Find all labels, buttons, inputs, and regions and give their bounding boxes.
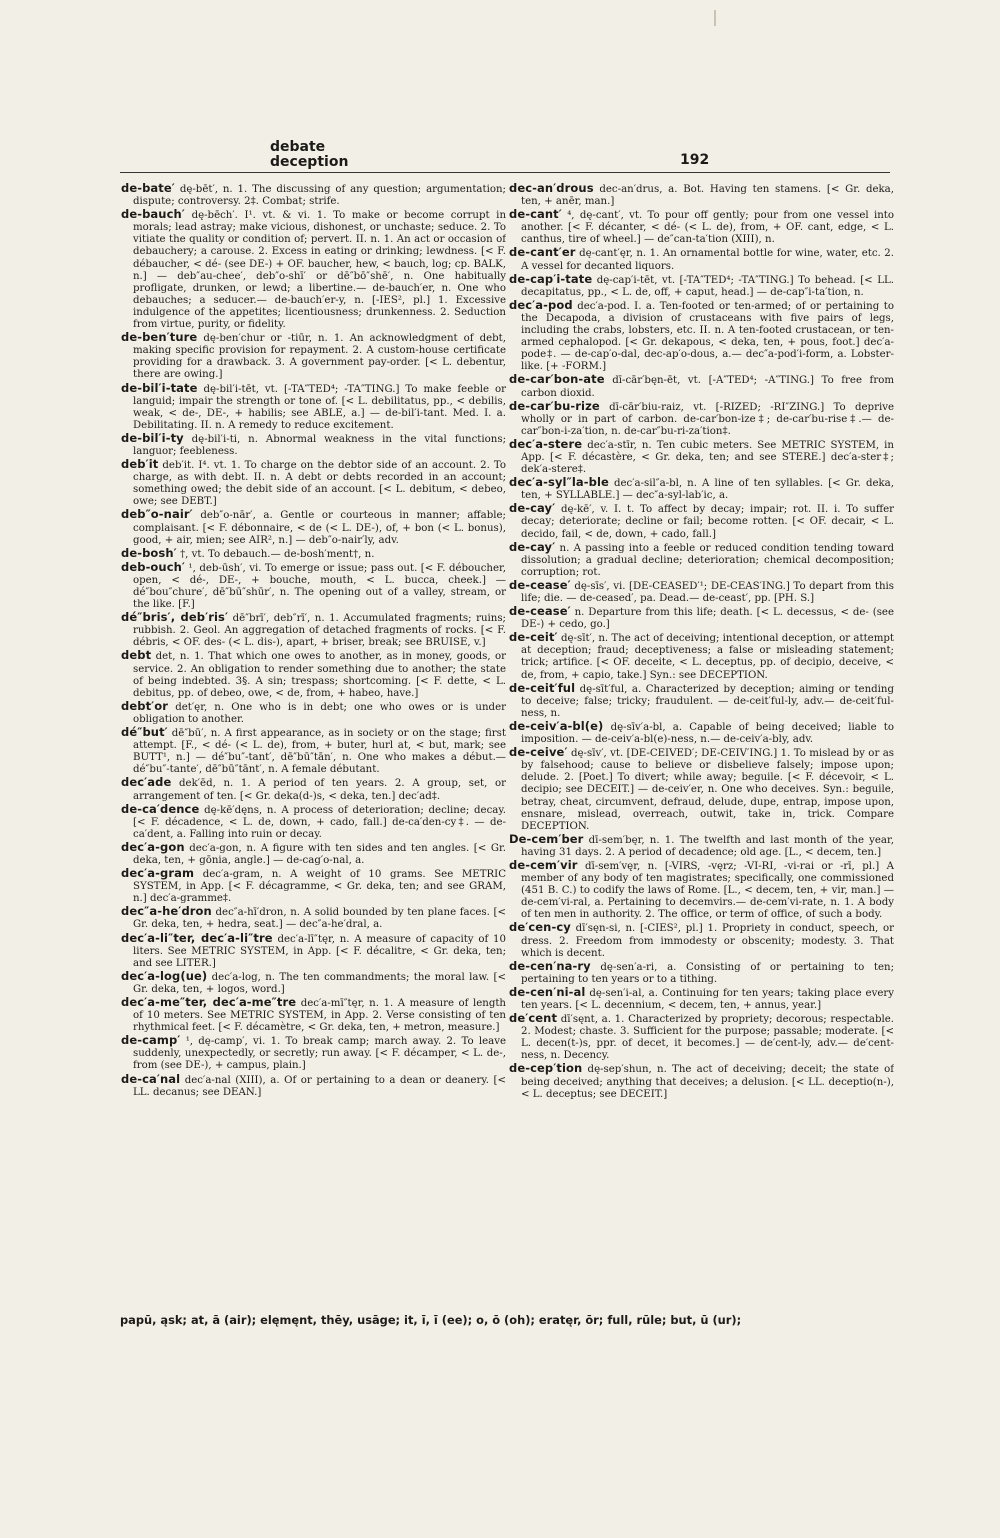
dictionary-entry: [509, 921, 894, 959]
entry-definition: dę-sīs′, vi. [DE-CEASED′¹; DE-CEAS′ING.] To depart from this life; die. — de-ceased′, pa. Dead.— de-ceast′, pp. [PH. S.]: [521, 580, 894, 604]
dictionary-entry: [509, 541, 894, 579]
entry-definition: det, n. 1. That which one owes to another, as in money, goods, or service. 2. An obligation to render something due to another; the state of being indebted. 3§. A sin; trespass; shortcoming. [< F. dette, < L. debitus, pp. of debeo, owe, < de, from, + habeo, have.]: [133, 651, 506, 699]
entry-headword: dec′a-pod: [509, 297, 573, 312]
dictionary-entry: [121, 996, 506, 1034]
dictionary-entry: [509, 1062, 894, 1100]
entry-definition: dec-an′drus, a. Bot. Having ten stamens. [< Gr. deka, ten, + anēr, man.]: [521, 184, 894, 208]
entry-headword: de-ca′nal: [121, 1071, 181, 1086]
pronunciation-key: papū, ąsk; at, ā (air); elęmęnt, thēy, usāge; it, ī, ī (ee); o, ō (oh); eratęr, ōr; full, rūle; but, ū (ur);: [120, 1313, 742, 1327]
dictionary-entry: [121, 970, 506, 996]
entry-headword: de-ca′dence: [121, 801, 200, 816]
entry-headword: de-ceit′ful: [509, 680, 576, 695]
entry-headword: de-bil′i-ty: [121, 430, 184, 445]
dictionary-entry: [121, 611, 506, 649]
entry-definition: ⁴, dę-cant′, vt. To pour off gently; pour from one vessel into another. [< F. décanter, < dé- (< L. de), from, + OF. cant, edge, < L. canthus, tire of wheel.] — de″can-ta′tion (XIII), n.: [521, 210, 894, 246]
margin-mark: [714, 10, 716, 26]
dictionary-entry: [509, 682, 894, 720]
entry-headword: de-ceive′: [509, 745, 568, 760]
entry-definition: dę-sīv′a-bl, a. Capable of being deceived; liable to imposition. — de-ceiv′a-bl(e)-ness, n.— de-ceiv′a-bly, adv.: [521, 721, 894, 746]
entry-headword: dé″but′: [121, 725, 168, 740]
entry-headword: de-cep′tion: [509, 1061, 583, 1076]
entry-definition: †, vt. To debauch.— de-bosh′ment†, n.: [180, 548, 375, 560]
entry-headword: de-cen′ni-al: [509, 984, 586, 999]
entry-headword: dec′a-stere: [509, 436, 583, 451]
dictionary-entry: [509, 986, 894, 1012]
entry-headword: de-ceiv′a-bl(e): [509, 718, 604, 733]
dictionary-entry: [509, 746, 894, 833]
entry-definition: dē″bū′, n. A first appearance, as in society or on the stage; first attempt. [F., < dé- (< L. de), from, + buter, hurl at, < but, mark; see BUTT¹, n.] — dé″bu″-tant′, dē″bū″tān′, n. One who makes a début.— dé″bu″-tante′, dē″bū″tānt′, n. A female débutant.: [133, 728, 506, 776]
dictionary-entry: [121, 1034, 506, 1072]
entry-definition: dę-cant′ęr, n. 1. An ornamental bottle for wine, water, etc. 2. A vessel for decanted liquors.: [521, 248, 894, 272]
entry-definition: dę-bēch′. I¹. vt. & vi. 1. To make or become corrupt in morals; lead astray; make vicious, dishonest, or unchaste; seduce. 2. To vitiate the quality or condition of; pervert. II. n. 1. An act or occasion of debauchery; a carouse. 2. Excess in eating or drinking; lewdness. [< F. débaucher, < dé- (see DE-) + OF. baucher, hew, < bauch, log; cp. BALK, n.] — deb″au-chee′, deb″o-shī′ or dē″bō″shē′, n. One habitually profligate, drunken, or lewd; a libertine.— de-bauch′er, n. One who debauches; a seducer.— de-bauch′er-y, n. [-IES², pl.] 1. Excessive indulgence of the appetites; licentiousness; drunkenness. 2. Seduction from virtue, purity, or fidelity.: [133, 210, 506, 331]
entry-definition: dī′sęnt, a. 1. Characterized by propriety; decorous; respectable. 2. Modest; chaste. 3. Sufficient for the purpose; passable; moderate. [< L. decen(t-)s, ppr. of decet, it becomes.] — de′cent-ly, adv.— de′cent-ness, n. Decency.: [521, 1014, 894, 1062]
entry-definition: dec′a-lī″tęr, n. A measure of capacity of 10 liters. See METRIC SYSTEM, in App. [< F. décalitre, < Gr. deka, ten; and see LITER.]: [133, 933, 506, 969]
entry-definition: dę-sīv′, vt. [DE-CEIVED′; DE-CEIV′ING.] 1. To mislead by or as by falsehood; cause to believe or disbelieve falsely; impose upon; delude. 2. [Poet.] To divert; while away; beguile. [< F. décevoir, < L. decipio; see DECEIT.] — de-ceiv′er, n. One who deceives. Syn.: beguile, betray, cheat, circumvent, defraud, delude, dupe, entrap, impose upon, ensnare, mislead, overreach, outwit, take in, trick. Compare DECEPTION.: [521, 748, 894, 832]
entry-definition: dī′sęn-si, n. [-CIES², pl.] 1. Propriety in conduct, speech, or dress. 2. Freedom from immodesty or obscenity; modesty. 3. That which is decent.: [521, 923, 894, 959]
dictionary-entry: [509, 182, 894, 208]
entry-headword: de′cent: [509, 1011, 558, 1026]
dictionary-entry: [509, 400, 894, 438]
entry-headword: de-ceit′: [509, 630, 558, 645]
left-column: [121, 182, 506, 1302]
entry-definition: dę-sīt′, n. The act of deceiving; intentional deception, or attempt at deception; fraud; deceptiveness; a false or misleading statement; trick; artifice. [< OF. deceite, < L. deceptus, pp. of decipio, deceive, < de, from, + capio, take.] Syn.: see DECEPTION.: [521, 633, 894, 681]
entry-definition: n. A passing into a feeble or reduced condition tending toward dissolution; a gradual decline; deterioration; chemical decomposition; corruption; rot.: [521, 542, 894, 578]
entry-headword: de-cem′vir: [509, 857, 578, 872]
dictionary-entry: [121, 561, 506, 611]
entry-headword: deb-ouch′: [121, 559, 186, 574]
entry-definition: dec′a-log, n. The ten commandments; the moral law. [< Gr. deka, ten, + logos, word.]: [133, 971, 506, 995]
dictionary-entry: [121, 208, 506, 331]
entry-headword: de-bil′i-tate: [121, 380, 198, 395]
dictionary-entry: [121, 726, 506, 776]
entry-definition: dī-cār′biu-raiz, vt. [-RIZED; -RI″ZING.] To deprive wholly or in part of carbon. de-car′bon-ize‡; de-car′bu-rise‡.— de-car″bon-i-za′tion, n. de-car″bu-ri-za′tion‡.: [521, 401, 894, 437]
entry-headword: de-bauch′: [121, 207, 185, 222]
entry-headword: dé″bris′, deb′ris′: [121, 610, 229, 625]
guide-first-word: debate: [270, 139, 326, 155]
header-rule: [120, 172, 890, 173]
entry-definition: dī-sem′vęr, n. [-VIRS, -vęrz; -VI-RI, -vi-rai or -rī, pl.] A member of any body of ten magistrates; specifically, one commissioned (451 B. C.) to codify the laws of Rome. [L., < decem, ten, + vir, man.] — de-cem′vi-ral, a. Pertaining to decemvirs.— de-cem′vi-rate, n. 1. A body of ten men in authority. 2. The office, or term of office, of such a body.: [521, 860, 894, 921]
dictionary-entry: [509, 373, 894, 399]
guide-last-word: deception: [270, 154, 349, 170]
dictionary-entry: [509, 208, 894, 246]
entry-headword: de-bosh′: [121, 545, 177, 560]
dictionary-entry: [509, 960, 894, 986]
entry-definition: dę-kē′dęns, n. A process of deterioration; decline; decay. [< F. décadence, < L. de, down, + cado, fall.] de-ca′den-cy‡. — de-ca′dent, a. Falling into ruin or decay.: [133, 804, 506, 840]
entry-definition: dē″brī′, deb″rī′, n. 1. Accumulated fragments; ruins; rubbish. 2. Geol. An aggregation of detached fragments of rocks. [< F. débris, < OF. des- (< L. dis-), apart, + briser, break; see BRUISE, v.]: [133, 613, 506, 649]
dictionary-entry: [121, 649, 506, 699]
dictionary-entry: [121, 432, 506, 458]
entry-definition: dī-sem′bęr, n. 1. The twelfth and last month of the year, having 31 days. 2. A period of decadence; old age. [L., < decem, ten.]: [521, 834, 894, 858]
entry-headword: de-cease′: [509, 577, 571, 592]
dictionary-entry: [509, 299, 894, 374]
entry-headword: de-cay′: [509, 501, 556, 516]
entry-definition: dę-bil′i-tēt, vt. [-TA″TED⁴; -TA″TING.] To make feeble or languid; impair the strength or tone of. [< L. debilitatus, pp., < debilis, weak, < de-, DE-, + habilis; see ABLE, a.] — de-bil′i-tant. Med. I. a. Debilitating. II. n. A remedy to reduce excitement.: [133, 383, 506, 431]
entry-headword: dec″a-he′dron: [121, 904, 212, 919]
dictionary-entry: [121, 458, 506, 508]
entry-headword: de-camp′: [121, 1033, 181, 1048]
dictionary-entry: [121, 905, 506, 931]
entry-definition: deb′it. I⁴. vt. 1. To charge on the debtor side of an account. 2. To charge, as with debt. II. n. A debt or debts recorded in an account; something owed; the debit side of an account. [< L. debitum, < debeo, owe; see DEBT.]: [133, 460, 506, 508]
entry-definition: ¹, dę-camp′, vi. 1. To break camp; march away. 2. To leave suddenly, unexpectedly, or secretly; run away. [< F. décamper, < L. de-, from (see DE-), + campus, plain.]: [133, 1036, 506, 1072]
entry-headword: dec-an′drous: [509, 182, 594, 195]
dictionary-entry: [121, 867, 506, 905]
entry-definition: dę-bēt′, n. 1. The discussing of any question; argumentation; dispute; controversy. 2‡. Combat; strife.: [133, 184, 506, 208]
dictionary-entry: [121, 1073, 506, 1099]
entry-headword: dec′a-syl″la-ble: [509, 475, 609, 490]
dictionary-entry: [121, 803, 506, 841]
right-column: [509, 182, 894, 1302]
dictionary-entry: [121, 182, 506, 208]
dictionary-entry: [509, 859, 894, 921]
entry-definition: dec′a-sil″a-bl, n. A line of ten syllables. [< Gr. deka, ten, + SYLLABLE.] — dec″a-syl-lab′ic, a.: [521, 478, 894, 502]
dictionary-entry: [121, 932, 506, 970]
entry-headword: de-cease′: [509, 604, 571, 619]
dictionary-entry: [509, 273, 894, 299]
entry-headword: de-cap′i-tate: [509, 271, 593, 286]
entry-definition: dę-bil′i-ti, n. Abnormal weakness in the vital functions; languor; feebleness.: [133, 433, 506, 457]
entry-definition: dec′a-mī″tęr, n. 1. A measure of length of 10 meters. See METRIC SYSTEM, in App. 2. Verse consisting of ten rhythmical feet. [< F. décamètre, < Gr. deka, ten, + metron, measure.]: [133, 998, 506, 1034]
entry-definition: dec′a-gon, n. A figure with ten sides and ten angles. [< Gr. deka, ten, + gōnia, angle.] — de-cag′o-nal, a.: [133, 842, 506, 866]
dictionary-entry: [121, 700, 506, 726]
entry-headword: de-cant′: [509, 207, 562, 222]
dictionary-entry: [121, 841, 506, 867]
entry-headword: De-cem′ber: [509, 831, 584, 846]
entry-definition: dek′ēd, n. 1. A period of ten years. 2. A group, set, or arrangement of ten. [< Gr. deka(d-)s, < deka, ten.] dec′ad‡.: [133, 778, 506, 802]
dictionary-entry: [121, 382, 506, 432]
entry-headword: de-car′bu-rize: [509, 398, 600, 413]
dictionary-entry: [509, 833, 894, 859]
page-number: 192: [680, 152, 710, 168]
guide-words: [270, 140, 348, 170]
dictionary-entry: [509, 1012, 894, 1062]
entry-headword: deb′it: [121, 457, 159, 472]
entry-definition: dī-cār′bęn-ēt, vt. [-A″TED⁴; -A″TING.] To free from carbon dioxid.: [521, 375, 894, 399]
entry-headword: de-cay′: [509, 539, 556, 554]
entry-definition: dę-cap′i-tēt, vt. [-TA″TED⁴; -TA″TING.] To behead. [< LL. decapitatus, pp., < L. de, off, + caput, head.] — de-cap″i-ta′tion, n.: [521, 274, 894, 298]
entry-definition: dec′a-pod. I. a. Ten-footed or ten-armed; of or pertaining to the Decapoda, a division of crustaceans with five pairs of legs, including the crabs, lobsters, etc. II. n. A ten-footed crustacean, or ten-armed cephalopod. [< Gr. dekapous, < deka, ten, + pous, foot.] dec′a-pode‡. — de-cap′o-dal, dec-ap′o-dous, a.— dec″a-pod′i-form, a. Lobster-like. [+ -FORM.]: [521, 300, 894, 373]
entry-headword: dec′a-li″ter, dec′a-li″tre: [121, 930, 273, 945]
entry-headword: de-bate′: [121, 182, 175, 195]
entry-headword: debt′or: [121, 698, 169, 713]
entry-definition: det′ęr, n. One who is in debt; one who owes or is under obligation to another.: [133, 701, 506, 725]
entry-headword: dec′a-gon: [121, 839, 185, 854]
entry-headword: de-car′bon-ate: [509, 372, 605, 387]
entry-headword: debt: [121, 648, 152, 663]
entry-definition: dę-sīt′ful, a. Characterized by deception; aiming or tending to deceive; false; tricky; fraudulent. — de-ceit′ful-ly, adv.— de-ceit′ful-ness, n.: [521, 683, 894, 719]
dictionary-entry: [121, 547, 506, 561]
dictionary-entry: [121, 331, 506, 381]
entry-headword: de-cen′na-ry: [509, 958, 591, 973]
entry-headword: de′cen-cy: [509, 920, 571, 935]
entry-headword: de-cant′er: [509, 245, 576, 260]
entry-definition: deb″o-nār′, a. Gentle or courteous in manner; affable; complaisant. [< F. débonnaire, < de (< L. DE-), of, + bon (< L. bonus), good, + air, mien; see AIR², n.] — deb″o-nair′ly, adv.: [133, 510, 506, 546]
entry-definition: dę-ben′chur or -tiūr, n. 1. An acknowledgment of debt, making specific provision for repayment. 2. A custom-house certificate providing for a drawback. 3. A government pay-order. [< L. debentur, there are owing.]: [133, 333, 506, 381]
dictionary-entry: [509, 438, 894, 476]
dictionary-entry: [509, 720, 894, 746]
entry-definition: dec′a-nal (XIII), a. Of or pertaining to a dean or deanery. [< LL. decanus; see DEAN.]: [133, 1074, 506, 1098]
dictionary-entry: [509, 502, 894, 540]
entry-headword: dec′a-gram: [121, 866, 195, 881]
dictionary-entry: [509, 476, 894, 502]
entry-definition: dę-kē′, v. I. t. To affect by decay; impair; rot. II. i. To suffer decay; deteriorate; decline or fail; become rotten. [< OF. decair, < L. decido, fail, < de, down, + cado, fall.]: [521, 504, 894, 540]
entry-definition: ¹, deb-ūsh′, vi. To emerge or issue; pass out. [< F. déboucher, open, < dé-, DE-, + bouche, mouth, < L. bucca, cheek.] — dé″bou″chure′, dē″bū″shūr′, n. The opening out of a valley, stream, or the like. [F.]: [133, 562, 506, 611]
dictionary-entry: [509, 246, 894, 272]
entry-definition: dec″a-hī′dron, n. A solid bounded by ten plane faces. [< Gr. deka, ten, + hedra, seat.] — dec″a-he′dral, a.: [133, 907, 506, 931]
entry-headword: de-ben′ture: [121, 330, 198, 345]
entry-headword: dec′ade: [121, 775, 172, 790]
entry-definition: n. Departure from this life; death. [< L. decessus, < de- (see DE-) + cedo, go.]: [521, 607, 894, 631]
entry-definition: dę-sep′shun, n. The act of deceiving; deceit; the state of being deceived; anything that deceives; a delusion. [< LL. deceptio(n-), < L. deceptus; see DECEIT.]: [521, 1064, 894, 1100]
entry-definition: dę-sen′i-al, a. Continuing for ten years; taking place every ten years. [< L. decennium, < decem, ten, + annus, year.]: [521, 987, 894, 1011]
dictionary-entry: [509, 579, 894, 605]
entry-definition: dę-sen′a-ri, a. Consisting of or pertaining to ten; pertaining to ten years or to a tithing.: [521, 961, 894, 985]
entry-headword: dec′a-log(ue): [121, 968, 208, 983]
entry-definition: dec′a-gram, n. A weight of 10 grams. See METRIC SYSTEM, in App. [< F. décagramme, < Gr. deka, ten; and see GRAM, n.] dec′a-gramme‡.: [133, 869, 506, 905]
dictionary-entry: [121, 776, 506, 802]
entry-headword: deb″o-nair′: [121, 507, 193, 522]
dictionary-entry: [509, 605, 894, 631]
entry-definition: dec′a-stīr, n. Ten cubic meters. See METRIC SYSTEM, in App. [< F. décastère, < Gr. deka, ten; and see STERE.] dec′a-ster‡; dek′a-stere‡.: [521, 439, 894, 476]
dictionary-entry: [121, 508, 506, 546]
entry-headword: dec′a-me″ter, dec′a-me″tre: [121, 995, 297, 1009]
dictionary-entry: [509, 631, 894, 681]
